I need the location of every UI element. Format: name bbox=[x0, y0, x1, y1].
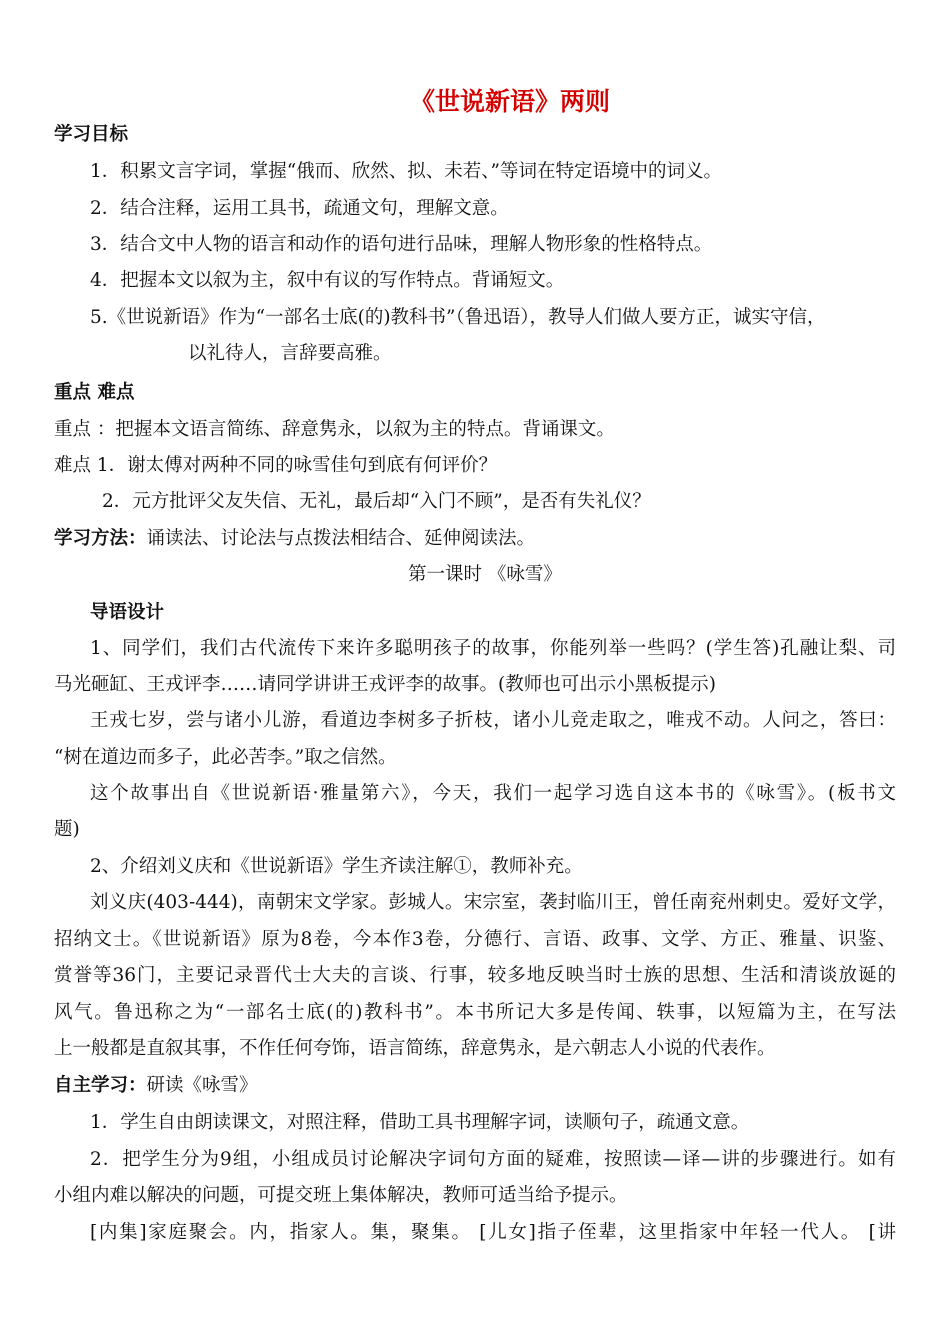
intro-line: 风气。鲁迅称之为“一部名士底(的)教科书”。本书所记大多是传闻、轶事，以短篇为主，在写法 bbox=[54, 1002, 896, 1023]
objective-item: 5.《世说新语》作为“一部名士底(的)教科书”（鲁迅语），教导人们做人要方正，诚实守信， bbox=[90, 307, 826, 328]
key-point-line: 重点 ：把握本文语言简练、辞意隽永，以叙为主的特点。背诵课文。 bbox=[54, 419, 615, 440]
self-study-label: 自主学习： bbox=[54, 1075, 147, 1096]
intro-heading: 导语设计 bbox=[90, 602, 165, 623]
difficulty-line: 难点 1．谢太傅对两种不同的咏雪佳句到底有何评价？ bbox=[54, 455, 498, 476]
intro-line: 2、介绍刘义庆和《世说新语》学生齐读注解①，教师补充。 bbox=[90, 856, 583, 877]
key-points-heading: 重点 难点 bbox=[54, 382, 135, 403]
method-label: 学习方法： bbox=[54, 528, 147, 549]
objective-item: 2．结合注释，运用工具书，疏通文句，理解文意。 bbox=[90, 198, 509, 219]
difficulty-line: 2．元方批评父友失信、无礼，最后却“入门不顾”，是否有失礼仪？ bbox=[102, 491, 651, 512]
method-line bbox=[54, 527, 535, 551]
intro-line: 马光砸缸、王戎评李……请同学讲讲王戎评李的故事。(教师也可出示小黑板提示) bbox=[54, 674, 716, 695]
intro-line: 上一般都是直叙其事，不作任何夸饰，语言简练，辞意隽永，是六朝志人小说的代表作。 bbox=[54, 1038, 776, 1059]
objective-item: 1．积累文言字词，掌握“俄而、欣然、拟、未若、”等词在特定语境中的词义。 bbox=[90, 161, 722, 182]
self-study-item: 小组内难以解决的问题，可提交班上集体解决，教师可适当给予提示。 bbox=[54, 1185, 628, 1206]
intro-line: 王戎七岁，尝与诸小儿游，看道边李树多子折枝，诸小儿竞走取之，唯戎不动。人问之，答曰： bbox=[90, 710, 896, 731]
objective-item: 3．结合文中人物的语言和动作的语句进行品味，理解人物形象的性格特点。 bbox=[90, 234, 713, 255]
intro-line: 题) bbox=[54, 819, 80, 840]
lesson-title: 第一课时 《咏雪》 bbox=[408, 564, 562, 585]
self-study-text: 研读《咏雪》 bbox=[146, 1075, 258, 1096]
method-text: 诵读法、讨论法与点拨法相结合、延伸阅读法。 bbox=[146, 528, 536, 549]
intro-line: “树在道边而多子，此必苦李。”取之信然。 bbox=[54, 747, 397, 768]
intro-line: 赏誉等36门，主要记录晋代士大夫的言谈、行事，较多地反映当时士族的思想、生活和清谈放诞的 bbox=[54, 965, 896, 986]
objective-item-continued: 以礼待人，言辞要高雅。 bbox=[188, 343, 392, 364]
objective-item: 4．把握本文以叙为主，叙中有议的写作特点。背诵短文。 bbox=[90, 270, 565, 291]
intro-line: 1、同学们，我们古代流传下来许多聪明孩子的故事，你能列举一些吗？(学生答)孔融让梨、司 bbox=[90, 638, 896, 659]
document-title: 《世说新语》两则 bbox=[409, 87, 610, 116]
intro-line: 招纳文士。《世说新语》原为8卷，今本作3卷，分德行、言语、政事、文学、方正、雅量、识鉴、 bbox=[54, 929, 896, 950]
intro-line: 这个故事出自《世说新语·雅量第六》，今天，我们一起学习选自这本书的《咏雪》。(板书文 bbox=[90, 783, 896, 804]
self-study-item: 1．学生自由朗读课文，对照注释，借助工具书理解字词，读顺句子，疏通文意。 bbox=[90, 1112, 750, 1133]
self-study-line bbox=[54, 1074, 258, 1098]
glossary-line: [内集]家庭聚会。内，指家人。集，聚集。 [儿女]指子侄辈，这里指家中年轻一代人。 [讲 bbox=[90, 1222, 896, 1243]
objectives-heading: 学习目标 bbox=[54, 124, 129, 145]
intro-line: 刘义庆(403-444)，南朝宋文学家。彭城人。宋宗室，袭封临川王，曾任南兖州刺史。爱好文学， bbox=[90, 892, 896, 913]
self-study-item: 2．把学生分为9组，小组成员讨论解决字词句方面的疑难，按照读—译—讲的步骤进行。如有 bbox=[90, 1149, 896, 1170]
